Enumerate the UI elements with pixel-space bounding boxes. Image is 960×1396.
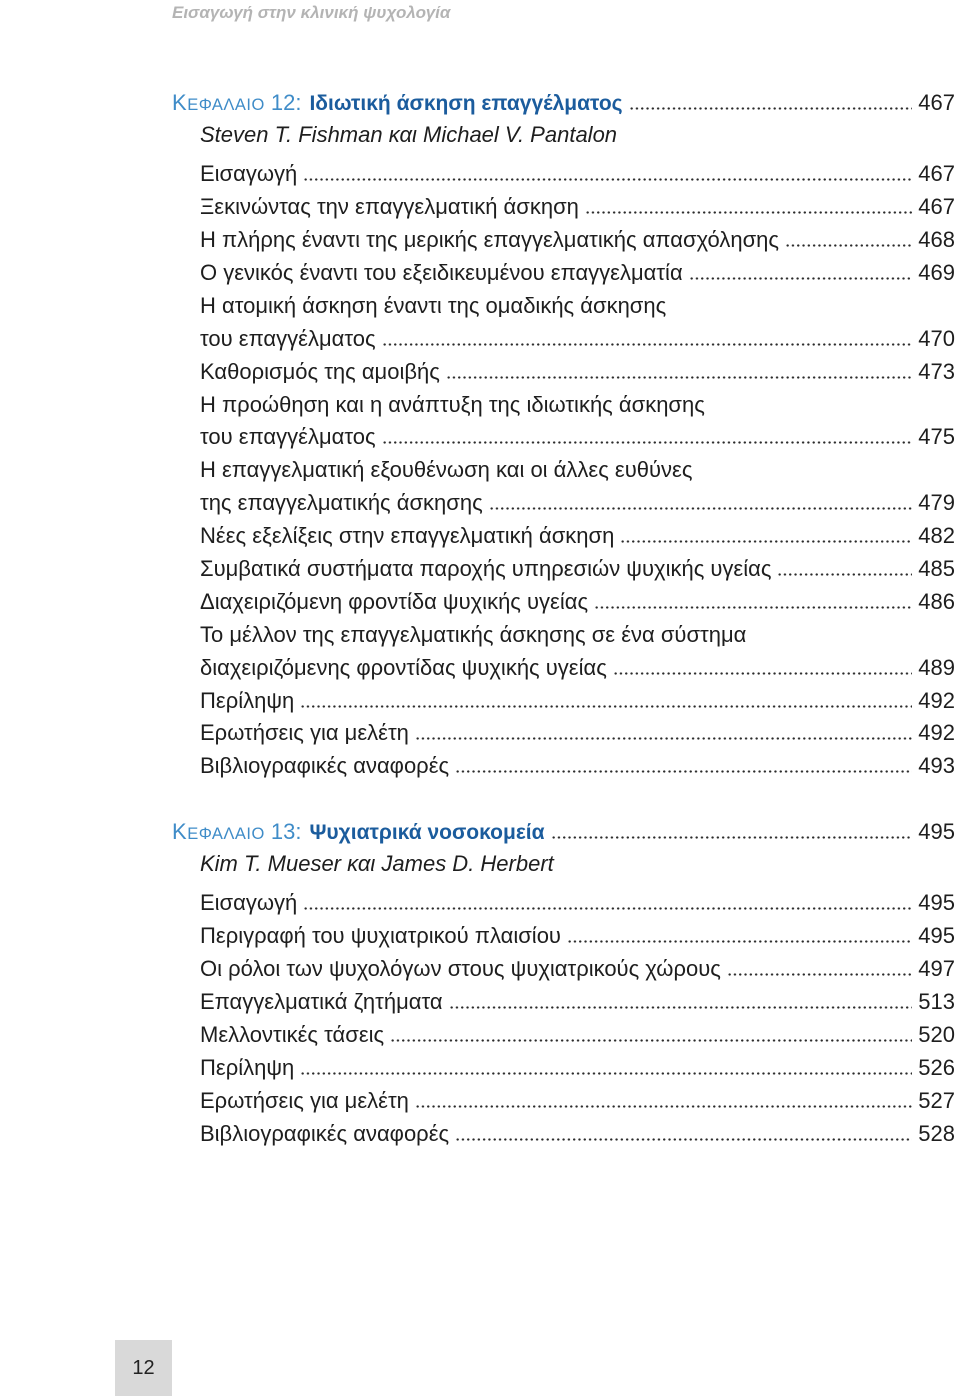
- entry-page-number: 513: [918, 988, 955, 1014]
- entry-title: Η επαγγελματική εξουθένωση και οι άλλες ευθύνες: [200, 457, 693, 483]
- toc-entry-line: [200, 191, 955, 224]
- dot-leader: [415, 737, 912, 740]
- toc-entry: [200, 1052, 955, 1085]
- entry-page-number: 468: [918, 227, 955, 253]
- toc-entry: [200, 389, 955, 455]
- entry-title: Διαχειριζόμενη φροντίδα ψυχικής υγείας: [200, 588, 589, 614]
- toc-entry-line: [200, 652, 955, 685]
- entry-page-number: 467: [918, 194, 955, 220]
- toc-entry: [200, 1019, 955, 1052]
- entry-page-number: 482: [918, 523, 955, 549]
- toc-entry: [200, 953, 955, 986]
- dot-leader: [585, 211, 912, 214]
- toc-entry: [200, 1118, 955, 1151]
- dot-leader: [567, 940, 912, 943]
- authors-text: Steven T. Fishman και Michael V. Pantalon: [200, 122, 618, 148]
- dot-leader: [449, 1006, 913, 1009]
- authors-text: Kim T. Mueser και James D. Herbert: [200, 851, 554, 877]
- toc-entry: [200, 356, 955, 389]
- entry-title: Η ατομική άσκηση έναντι της ομαδικής άσκησης: [200, 292, 667, 318]
- toc-entries: [172, 887, 955, 1150]
- dot-leader: [446, 376, 912, 379]
- toc-entry: [200, 191, 955, 224]
- dot-leader: [620, 540, 912, 543]
- toc-entry: [200, 454, 955, 520]
- dot-leader: [629, 107, 913, 110]
- toc-entry-line: [200, 224, 955, 257]
- dot-leader: [303, 178, 912, 181]
- entry-page-number: 497: [918, 956, 955, 982]
- toc-entry: [200, 685, 955, 718]
- toc-entry-line: [200, 920, 955, 953]
- toc-entry-line: [200, 454, 955, 487]
- entry-title-continued: της επαγγελματικής άσκησης: [200, 490, 483, 516]
- toc-entry-line: [200, 421, 955, 454]
- dot-leader: [785, 244, 912, 247]
- entry-page-number: 486: [918, 588, 955, 614]
- entry-page-number: 485: [918, 555, 955, 581]
- dot-leader: [303, 907, 912, 910]
- toc-entry-line: [200, 717, 955, 750]
- entry-page-number: 526: [918, 1054, 955, 1080]
- toc-entry: [200, 586, 955, 619]
- toc-entry-line: [200, 750, 955, 783]
- toc-entry: [200, 1085, 955, 1118]
- entry-page-number: 475: [918, 424, 955, 450]
- dot-leader: [415, 1105, 912, 1108]
- entry-page-number: 467: [918, 161, 955, 187]
- entry-title: Περιγραφή του ψυχιατρικού πλαισίου: [200, 923, 561, 949]
- toc-entry-line: [200, 389, 955, 422]
- toc-entry-line: [200, 887, 955, 920]
- toc-entry: [200, 887, 955, 920]
- entry-page-number: 470: [918, 325, 955, 351]
- toc-entry: [200, 520, 955, 553]
- toc-entry-line: [200, 586, 955, 619]
- chapter-number: 13:: [270, 818, 302, 844]
- dot-leader: [455, 1138, 912, 1141]
- toc-entry-line: [200, 553, 955, 586]
- entry-title: Εισαγωγή: [200, 890, 298, 916]
- dot-leader: [300, 1072, 912, 1075]
- chapter-heading: [172, 816, 955, 849]
- entry-page-number: 495: [918, 923, 955, 949]
- entry-page-number: 493: [918, 753, 955, 779]
- entry-title: Συμβατικά συστήματα παροχής υπηρεσιών ψυχικής υγείας: [200, 555, 772, 581]
- toc-entry-line: [200, 323, 955, 356]
- chapter-13-section: [172, 816, 955, 1151]
- entry-title: Επαγγελματικά ζητήματα: [200, 988, 443, 1014]
- entry-title: Οι ρόλοι των ψυχολόγων στους ψυχιατρικούς χώρους: [200, 956, 721, 982]
- running-header: Εισαγωγή στην κλινική ψυχολογία: [172, 3, 451, 22]
- entry-page-number: 479: [918, 490, 955, 516]
- entry-title: Μελλοντικές τάσεις: [200, 1021, 385, 1047]
- toc-entry-line: [200, 1118, 955, 1151]
- entry-page-number: 520: [918, 1021, 955, 1047]
- toc-entry: [200, 986, 955, 1019]
- dot-leader: [390, 1039, 912, 1042]
- dot-leader: [382, 343, 913, 346]
- entry-title: Το μέλλον της επαγγελματικής άσκησης σε ένα σύστημα: [200, 621, 747, 647]
- chapter-page-number: 467: [918, 89, 955, 115]
- toc-entry-line: [200, 1052, 955, 1085]
- toc-entries: [172, 158, 955, 783]
- entry-title: Η προώθηση και η ανάπτυξη της ιδιωτικής άσκησης: [200, 391, 705, 417]
- page-number-box: [115, 1340, 172, 1396]
- toc-entry-line: [200, 685, 955, 718]
- chapter-label: ΚΕΦΑΛΑΙΟ: [172, 89, 265, 115]
- entry-title: Ερωτήσεις για μελέτη: [200, 720, 409, 746]
- toc-entry: [200, 553, 955, 586]
- chapter-heading: [172, 87, 955, 120]
- dot-leader: [613, 672, 912, 675]
- entry-title: Καθορισμός της αμοιβής: [200, 358, 440, 384]
- chapter-title: Ιδιωτική άσκηση επαγγέλματος: [309, 91, 623, 115]
- dot-leader: [455, 770, 912, 773]
- toc-entry-line: [200, 290, 955, 323]
- entry-page-number: 495: [918, 890, 955, 916]
- entry-title: Βιβλιογραφικές αναφορές: [200, 1120, 450, 1146]
- chapter-authors: [172, 119, 955, 152]
- entry-page-number: 489: [918, 654, 955, 680]
- entry-page-number: 528: [918, 1120, 955, 1146]
- page-number: 12: [132, 1356, 155, 1379]
- toc-entry: [200, 717, 955, 750]
- dot-leader: [551, 836, 913, 839]
- entry-title-continued: διαχειριζόμενης φροντίδας ψυχικής υγείας: [200, 654, 607, 680]
- entry-title: Βιβλιογραφικές αναφορές: [200, 753, 450, 779]
- toc-entry-line: [200, 1085, 955, 1118]
- entry-page-number: 527: [918, 1087, 955, 1113]
- dot-leader: [727, 973, 912, 976]
- chapter-number: 12:: [270, 89, 302, 115]
- entry-page-number: 492: [918, 687, 955, 713]
- toc-entry: [200, 224, 955, 257]
- dot-leader: [382, 441, 913, 444]
- entry-title: Η πλήρης έναντι της μερικής επαγγελματικής απασχόλησης: [200, 227, 780, 253]
- toc-entry: [200, 158, 955, 191]
- entry-page-number: 473: [918, 358, 955, 384]
- entry-page-number: 492: [918, 720, 955, 746]
- toc-entry-line: [200, 619, 955, 652]
- toc-entry: [200, 750, 955, 783]
- dot-leader: [689, 277, 913, 280]
- toc-entry-line: [200, 158, 955, 191]
- toc-entry: [200, 619, 955, 685]
- toc-entry: [200, 257, 955, 290]
- chapter-authors: [172, 848, 955, 881]
- entry-title: Περίληψη: [200, 1054, 295, 1080]
- toc-entry-line: [200, 257, 955, 290]
- dot-leader: [489, 507, 913, 510]
- toc-entry-line: [200, 1019, 955, 1052]
- toc-entry-line: [200, 520, 955, 553]
- toc-entry: [200, 290, 955, 356]
- dot-leader: [594, 606, 912, 609]
- entry-title-continued: του επαγγέλματος: [200, 325, 376, 351]
- entry-page-number: 469: [918, 259, 955, 285]
- dot-leader: [777, 573, 912, 576]
- toc-entry-line: [200, 487, 955, 520]
- entry-title: Ξεκινώντας την επαγγελματική άσκηση: [200, 194, 579, 220]
- chapter-12-section: [172, 87, 955, 784]
- chapter-title: Ψυχιατρικά νοσοκομεία: [309, 820, 545, 844]
- dot-leader: [300, 705, 912, 708]
- toc-entry: [200, 920, 955, 953]
- entry-title: Νέες εξελίξεις στην επαγγελματική άσκηση: [200, 523, 615, 549]
- toc-entry-line: [200, 986, 955, 1019]
- chapter-page-number: 495: [918, 818, 955, 844]
- entry-title-continued: του επαγγέλματος: [200, 424, 376, 450]
- entry-title: Ο γενικός έναντι του εξειδικευμένου επαγγελματία: [200, 259, 683, 285]
- entry-title: Ερωτήσεις για μελέτη: [200, 1087, 409, 1113]
- entry-title: Περίληψη: [200, 687, 295, 713]
- toc-entry-line: [200, 356, 955, 389]
- toc-entry-line: [200, 953, 955, 986]
- entry-title: Εισαγωγή: [200, 161, 298, 187]
- chapter-label: ΚΕΦΑΛΑΙΟ: [172, 818, 265, 844]
